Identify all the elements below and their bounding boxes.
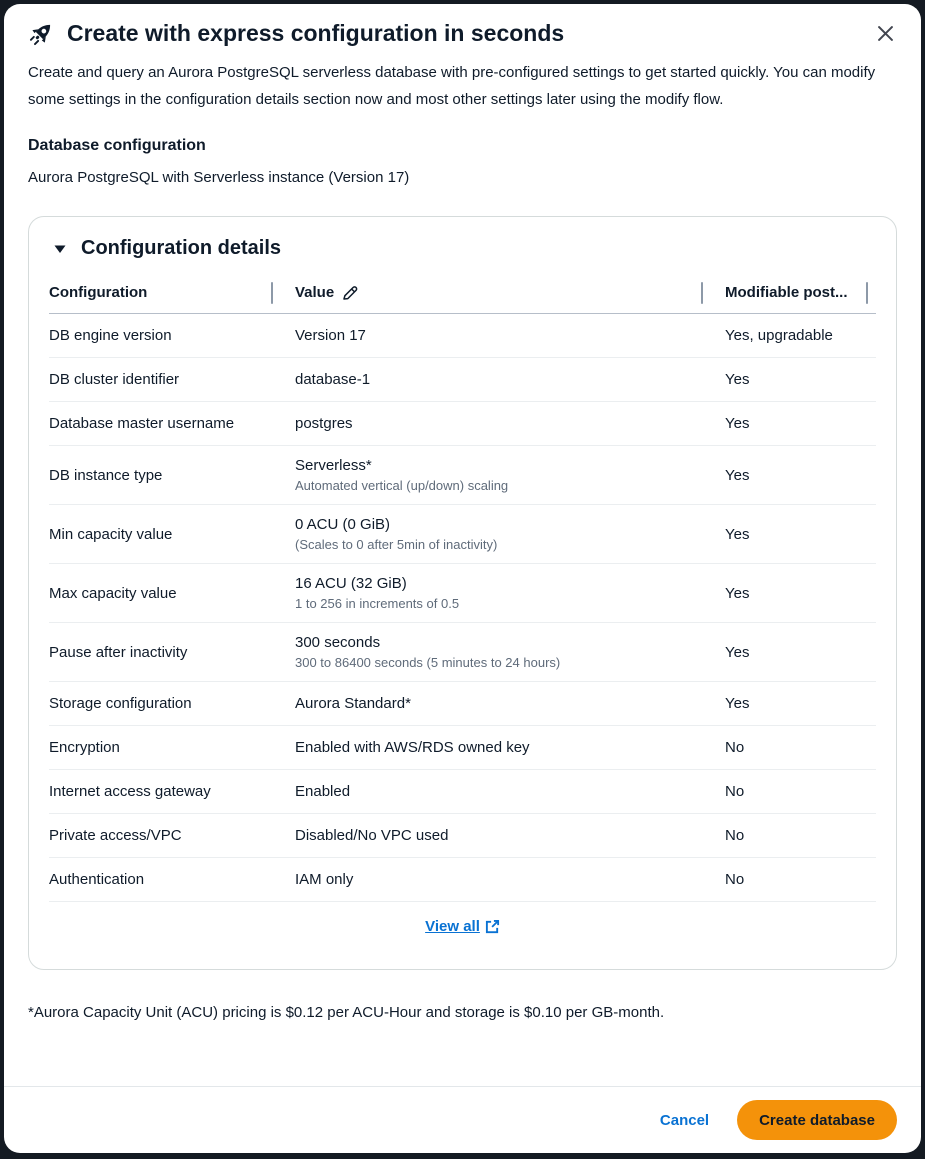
table-row [49, 814, 876, 858]
row-value-text: 0 ACU (0 GiB) [295, 516, 391, 533]
close-icon [876, 24, 895, 43]
cancel-button[interactable]: Cancel [659, 1111, 710, 1129]
table-row [49, 564, 876, 623]
column-header-modifiable: Modifiable post... [701, 284, 876, 301]
caret-down-icon [53, 243, 67, 255]
configuration-details-panel [28, 216, 897, 970]
row-config-label: Encryption [49, 739, 120, 756]
create-database-button[interactable]: Create database [737, 1100, 897, 1140]
rocket-icon [28, 20, 55, 47]
row-config-label: Min capacity value [49, 525, 173, 543]
row-modifiable: Yes [725, 643, 750, 661]
row-modifiable: Yes [725, 466, 750, 484]
row-config-label: Internet access gateway [49, 783, 211, 800]
table-row [49, 505, 876, 564]
row-value [271, 415, 701, 432]
row-config-label: Private access/VPC [49, 827, 182, 844]
edit-pencil-icon [342, 285, 358, 301]
table-row [49, 770, 876, 814]
close-button[interactable] [872, 20, 899, 47]
row-modifiable: Yes, upgradable [725, 327, 833, 344]
table-row [49, 402, 876, 446]
row-modifiable: No [725, 871, 745, 888]
express-configuration-modal [4, 4, 921, 1153]
row-config-label: Authentication [49, 871, 145, 888]
row-value-text: Version 17 [295, 327, 366, 344]
modal-description: Create and query an Aurora PostgreSQL serverless database with pre-configured settings to get started quickly. You can modify some settings in the configuration details section now and most other settings later using the modify flow. [28, 64, 876, 108]
configuration-details-heading: Configuration details [81, 237, 281, 259]
row-value-text: Aurora Standard* [295, 695, 411, 712]
table-row [49, 358, 876, 402]
row-config-label: Pause after inactivity [49, 643, 188, 661]
row-value-sub: Automated vertical (up/down) scaling [295, 478, 509, 493]
modal-body [4, 4, 921, 1064]
row-value [271, 871, 701, 888]
row-value-text: IAM only [295, 871, 354, 888]
row-modifiable: Yes [725, 415, 750, 432]
row-value [271, 371, 701, 388]
configuration-table [49, 276, 876, 935]
row-value [271, 739, 701, 756]
table-row [49, 726, 876, 770]
row-config-label: DB cluster identifier [49, 371, 180, 388]
table-row [49, 446, 876, 505]
view-all-label: View all [425, 918, 480, 935]
row-value [271, 695, 701, 712]
row-value [271, 634, 701, 670]
modal-header [28, 20, 897, 47]
column-header-value[interactable] [271, 284, 701, 301]
row-modifiable: Yes [725, 695, 750, 712]
row-value [271, 575, 701, 611]
row-config-label: DB instance type [49, 466, 163, 484]
row-value-text: Disabled/No VPC used [295, 827, 449, 844]
row-value [271, 783, 701, 800]
row-config-label: Storage configuration [49, 695, 192, 712]
row-modifiable: No [725, 783, 745, 800]
row-value-text: Enabled with AWS/RDS owned key [295, 739, 530, 756]
row-value [271, 516, 701, 552]
table-row [49, 314, 876, 358]
row-modifiable: Yes [725, 584, 750, 602]
row-config-label: Database master username [49, 415, 235, 432]
row-value-text: 16 ACU (32 GiB) [295, 575, 407, 592]
column-header-value-label: Value [295, 284, 335, 301]
database-configuration-value: Aurora PostgreSQL with Serverless instance (Version 17) [28, 169, 410, 186]
row-value-text: 300 seconds [295, 634, 381, 651]
modal-title: Create with express configuration in seconds [67, 20, 565, 46]
modal-footer [4, 1086, 921, 1153]
configuration-details-expander[interactable] [49, 237, 876, 260]
table-row [49, 858, 876, 902]
row-value [271, 327, 701, 344]
row-config-label: Max capacity value [49, 584, 177, 602]
row-modifiable: No [725, 827, 745, 844]
row-modifiable: Yes [725, 525, 750, 543]
external-link-icon [485, 919, 500, 934]
row-value-sub: 300 to 86400 seconds (5 minutes to 24 hours) [295, 655, 561, 670]
database-configuration-heading: Database configuration [28, 137, 206, 154]
row-value-text: postgres [295, 415, 353, 432]
row-config-label: DB engine version [49, 327, 172, 344]
row-value-sub: (Scales to 0 after 5min of inactivity) [295, 537, 498, 552]
view-all-row [49, 902, 876, 935]
pricing-footnote: *Aurora Capacity Unit (ACU) pricing is $0.12 per ACU-Hour and storage is $0.10 per GB-month. [28, 1004, 665, 1021]
row-value-text: Enabled [295, 783, 351, 800]
row-value [271, 457, 701, 493]
row-value-text: Serverless* [295, 457, 372, 474]
configuration-table-header [49, 276, 876, 314]
view-all-link[interactable] [425, 918, 500, 935]
table-row [49, 682, 876, 726]
row-modifiable: Yes [725, 371, 750, 388]
row-value-sub: 1 to 256 in increments of 0.5 [295, 596, 460, 611]
table-row [49, 623, 876, 682]
column-header-configuration: Configuration [49, 284, 148, 301]
row-value [271, 827, 701, 844]
row-modifiable: No [725, 739, 745, 756]
row-value-text: database-1 [295, 371, 371, 388]
